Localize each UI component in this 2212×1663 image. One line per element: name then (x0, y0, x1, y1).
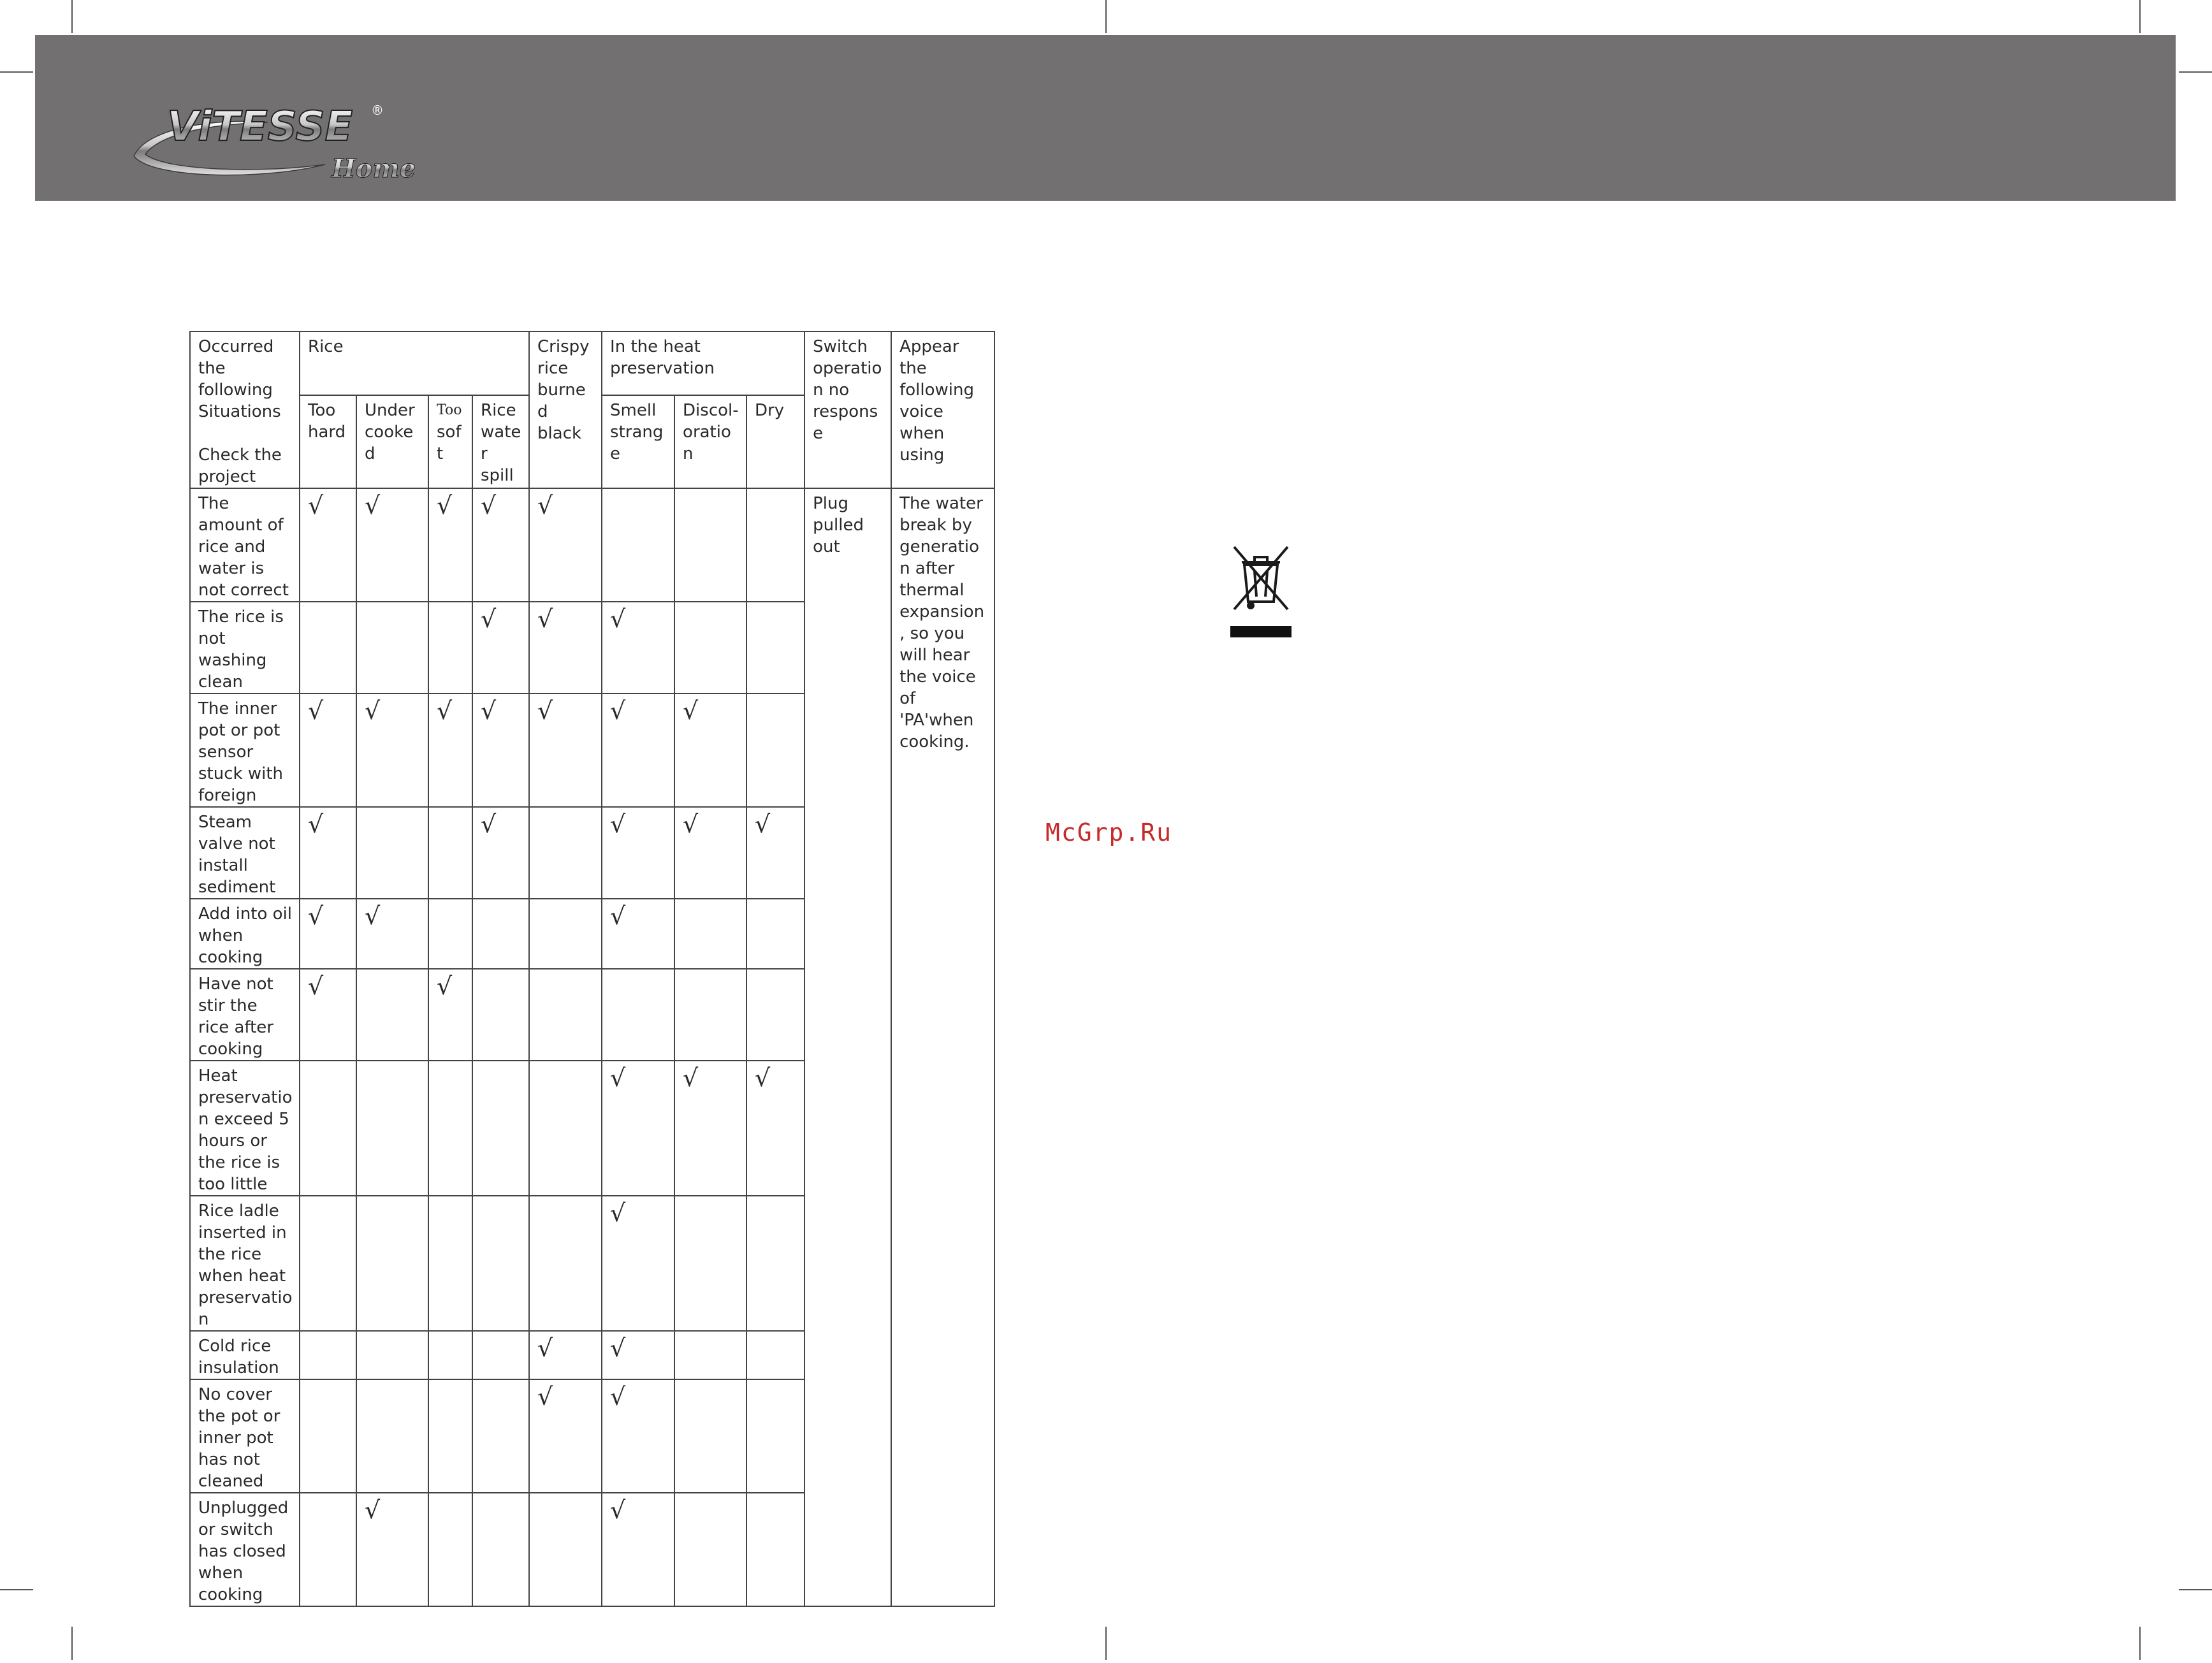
mark-cell (746, 807, 804, 899)
mark-cell (602, 602, 674, 694)
mark-cell (602, 969, 674, 1061)
mark-cell (472, 807, 529, 899)
mark-cell (674, 1061, 746, 1196)
check-mark: √ (683, 697, 699, 725)
mark-cell (356, 899, 428, 969)
mark-cell (428, 1331, 472, 1379)
mark-cell (428, 969, 472, 1061)
check-mark: √ (481, 697, 497, 725)
mark-cell (300, 1379, 356, 1493)
under-cooked-header: Under cooked (356, 395, 428, 488)
mark-cell (674, 1331, 746, 1379)
mark-cell (472, 1331, 529, 1379)
mark-cell (529, 899, 602, 969)
check-mark: √ (610, 1496, 626, 1524)
check-mark: √ (755, 1064, 771, 1092)
mark-cell (356, 1331, 428, 1379)
mark-cell (356, 1196, 428, 1331)
mark-cell (602, 1379, 674, 1493)
mark-cell (300, 807, 356, 899)
mark-cell (428, 488, 472, 602)
mark-cell (674, 488, 746, 602)
check-mark: √ (308, 697, 324, 725)
mark-cell (602, 899, 674, 969)
mark-cell (472, 488, 529, 602)
check-mark: √ (537, 491, 553, 519)
table-row (190, 488, 994, 602)
mark-cell (300, 1331, 356, 1379)
mark-cell (746, 969, 804, 1061)
check-mark: √ (481, 605, 497, 633)
troubleshooting-table (189, 331, 995, 1607)
mark-cell (472, 1061, 529, 1196)
check-mark: √ (481, 810, 497, 838)
mark-cell (674, 1493, 746, 1606)
mark-cell (300, 602, 356, 694)
check-mark: √ (610, 605, 626, 633)
rice-group-header: Rice (300, 331, 529, 395)
situation-label: The amount of rice and water is not correct (190, 488, 300, 602)
crispy-header: Crispy rice burned black (529, 331, 602, 488)
situation-label: Steam valve not install sediment (190, 807, 300, 899)
mark-cell (300, 969, 356, 1061)
mark-cell (674, 602, 746, 694)
mark-cell (529, 1196, 602, 1331)
crop-mark (2139, 1627, 2141, 1660)
mark-cell (746, 1379, 804, 1493)
check-mark: √ (308, 810, 324, 838)
mark-cell (300, 694, 356, 807)
mark-cell (472, 1493, 529, 1606)
situation-label: The inner pot or pot sensor stuck with foreign (190, 694, 300, 807)
mark-cell (529, 969, 602, 1061)
mark-cell (602, 1493, 674, 1606)
mark-cell (602, 694, 674, 807)
check-mark: √ (610, 1383, 626, 1411)
mark-cell (529, 602, 602, 694)
corner-header (190, 331, 300, 488)
crop-mark (1105, 1627, 1107, 1660)
mark-cell (356, 488, 428, 602)
mark-cell (602, 807, 674, 899)
too-hard-header: Too hard (300, 395, 356, 488)
check-mark: √ (308, 972, 324, 1000)
check-mark: √ (610, 902, 626, 930)
check-mark: √ (437, 491, 453, 519)
mark-cell (746, 488, 804, 602)
mark-cell (674, 899, 746, 969)
rice-water-spill-header: Rice water spill (472, 395, 529, 488)
crop-mark (2179, 1589, 2212, 1590)
check-mark: √ (537, 1334, 553, 1362)
mark-cell (300, 1061, 356, 1196)
mark-cell (356, 807, 428, 899)
mark-cell (428, 1493, 472, 1606)
mark-cell (674, 694, 746, 807)
check-mark: √ (755, 810, 771, 838)
check-mark: √ (365, 902, 381, 930)
too-label: Too (437, 402, 462, 418)
mark-cell (529, 1061, 602, 1196)
voice-cause-cell: The water break by generation after thermal expansion, so you will hear the voice of 'PA'when cooking. (891, 488, 994, 1606)
mark-cell (529, 488, 602, 602)
check-mark: √ (610, 810, 626, 838)
mark-cell (746, 694, 804, 807)
mark-cell (356, 969, 428, 1061)
mark-cell (300, 1493, 356, 1606)
dry-header: Dry (746, 395, 804, 488)
svg-text:Home: Home (331, 154, 416, 184)
discoloration-header: Discol- oration (674, 395, 746, 488)
crop-mark (71, 1627, 73, 1660)
mark-cell (674, 1379, 746, 1493)
mark-cell (428, 602, 472, 694)
mark-cell (428, 694, 472, 807)
vitesse-logo (121, 96, 427, 191)
mark-cell (356, 694, 428, 807)
mark-cell (472, 969, 529, 1061)
crop-mark (0, 1589, 33, 1590)
switch-cause-cell: Plug pulled out (804, 488, 891, 1606)
mark-cell (356, 602, 428, 694)
mark-cell (472, 1196, 529, 1331)
situation-label: Add into oil when cooking (190, 899, 300, 969)
mark-cell (529, 1493, 602, 1606)
mark-cell (300, 488, 356, 602)
voice-header: Appear the following voice when using (891, 331, 994, 488)
crop-mark (1105, 0, 1107, 33)
mark-cell (529, 1379, 602, 1493)
mark-cell (746, 1061, 804, 1196)
crop-mark (0, 71, 33, 73)
mark-cell (428, 899, 472, 969)
situation-label: No cover the pot or inner pot has not cleaned (190, 1379, 300, 1493)
situation-label: Heat preservation exceed 5 hours or the rice is too little (190, 1061, 300, 1196)
mark-cell (300, 1196, 356, 1331)
mark-cell (356, 1493, 428, 1606)
mark-cell (602, 1061, 674, 1196)
mark-cell (602, 1196, 674, 1331)
mark-cell (529, 1331, 602, 1379)
mark-cell (472, 602, 529, 694)
situation-label: Unplugged or switch has closed when cooking (190, 1493, 300, 1606)
mark-cell (529, 694, 602, 807)
check-mark: √ (437, 972, 453, 1000)
situation-label: Cold rice insulation (190, 1331, 300, 1379)
mark-cell (746, 1493, 804, 1606)
mark-cell (674, 1196, 746, 1331)
mark-cell (746, 899, 804, 969)
heat-preservation-header: In the heat preservation (602, 331, 804, 395)
situation-label: Rice ladle inserted in the rice when heat preservation (190, 1196, 300, 1331)
mark-cell (472, 1379, 529, 1493)
mark-cell (428, 1061, 472, 1196)
check-mark: √ (683, 1064, 699, 1092)
check-mark: √ (365, 697, 381, 725)
check-mark: √ (537, 697, 553, 725)
svg-text:®: ® (371, 103, 384, 118)
too-soft-header (428, 395, 472, 488)
mark-cell (356, 1061, 428, 1196)
mark-cell (428, 807, 472, 899)
check-mark: √ (537, 1383, 553, 1411)
check-mark: √ (610, 697, 626, 725)
check-mark: √ (683, 810, 699, 838)
mark-cell (746, 1196, 804, 1331)
table-body (190, 488, 994, 1606)
soft-label: soft (437, 422, 462, 463)
mark-cell (472, 694, 529, 807)
switch-header: Switch operation no response (804, 331, 891, 488)
smell-header: Smell strange (602, 395, 674, 488)
mark-cell (746, 602, 804, 694)
check-mark: √ (481, 491, 497, 519)
check-mark: √ (610, 1199, 626, 1227)
svg-text:ViTESSE: ViTESSE (167, 103, 353, 150)
check-mark: √ (537, 605, 553, 633)
mark-cell (674, 969, 746, 1061)
mark-cell (602, 1331, 674, 1379)
check-mark: √ (610, 1064, 626, 1092)
check-mark: √ (365, 1496, 381, 1524)
mark-cell (529, 807, 602, 899)
mark-cell (472, 899, 529, 969)
watermark-text: McGrp.Ru (1045, 818, 1173, 846)
check-mark: √ (437, 697, 453, 725)
mark-cell (428, 1196, 472, 1331)
mark-cell (746, 1331, 804, 1379)
mark-cell (602, 488, 674, 602)
check-mark: √ (308, 491, 324, 519)
mark-cell (674, 807, 746, 899)
check-mark: √ (308, 902, 324, 930)
situation-label: Have not stir the rice after cooking (190, 969, 300, 1061)
situations-label: Occurred the following Situations (198, 337, 281, 421)
check-project-label: Check the project (198, 446, 282, 486)
mark-cell (300, 899, 356, 969)
check-mark: √ (365, 491, 381, 519)
crossed-out-wheelie-bin-icon (1229, 543, 1293, 639)
mark-cell (356, 1379, 428, 1493)
crop-mark (2139, 0, 2141, 33)
crop-mark (71, 0, 73, 33)
check-mark: √ (610, 1334, 626, 1362)
crop-mark (2179, 71, 2212, 73)
situation-label: The rice is not washing clean (190, 602, 300, 694)
mark-cell (428, 1379, 472, 1493)
